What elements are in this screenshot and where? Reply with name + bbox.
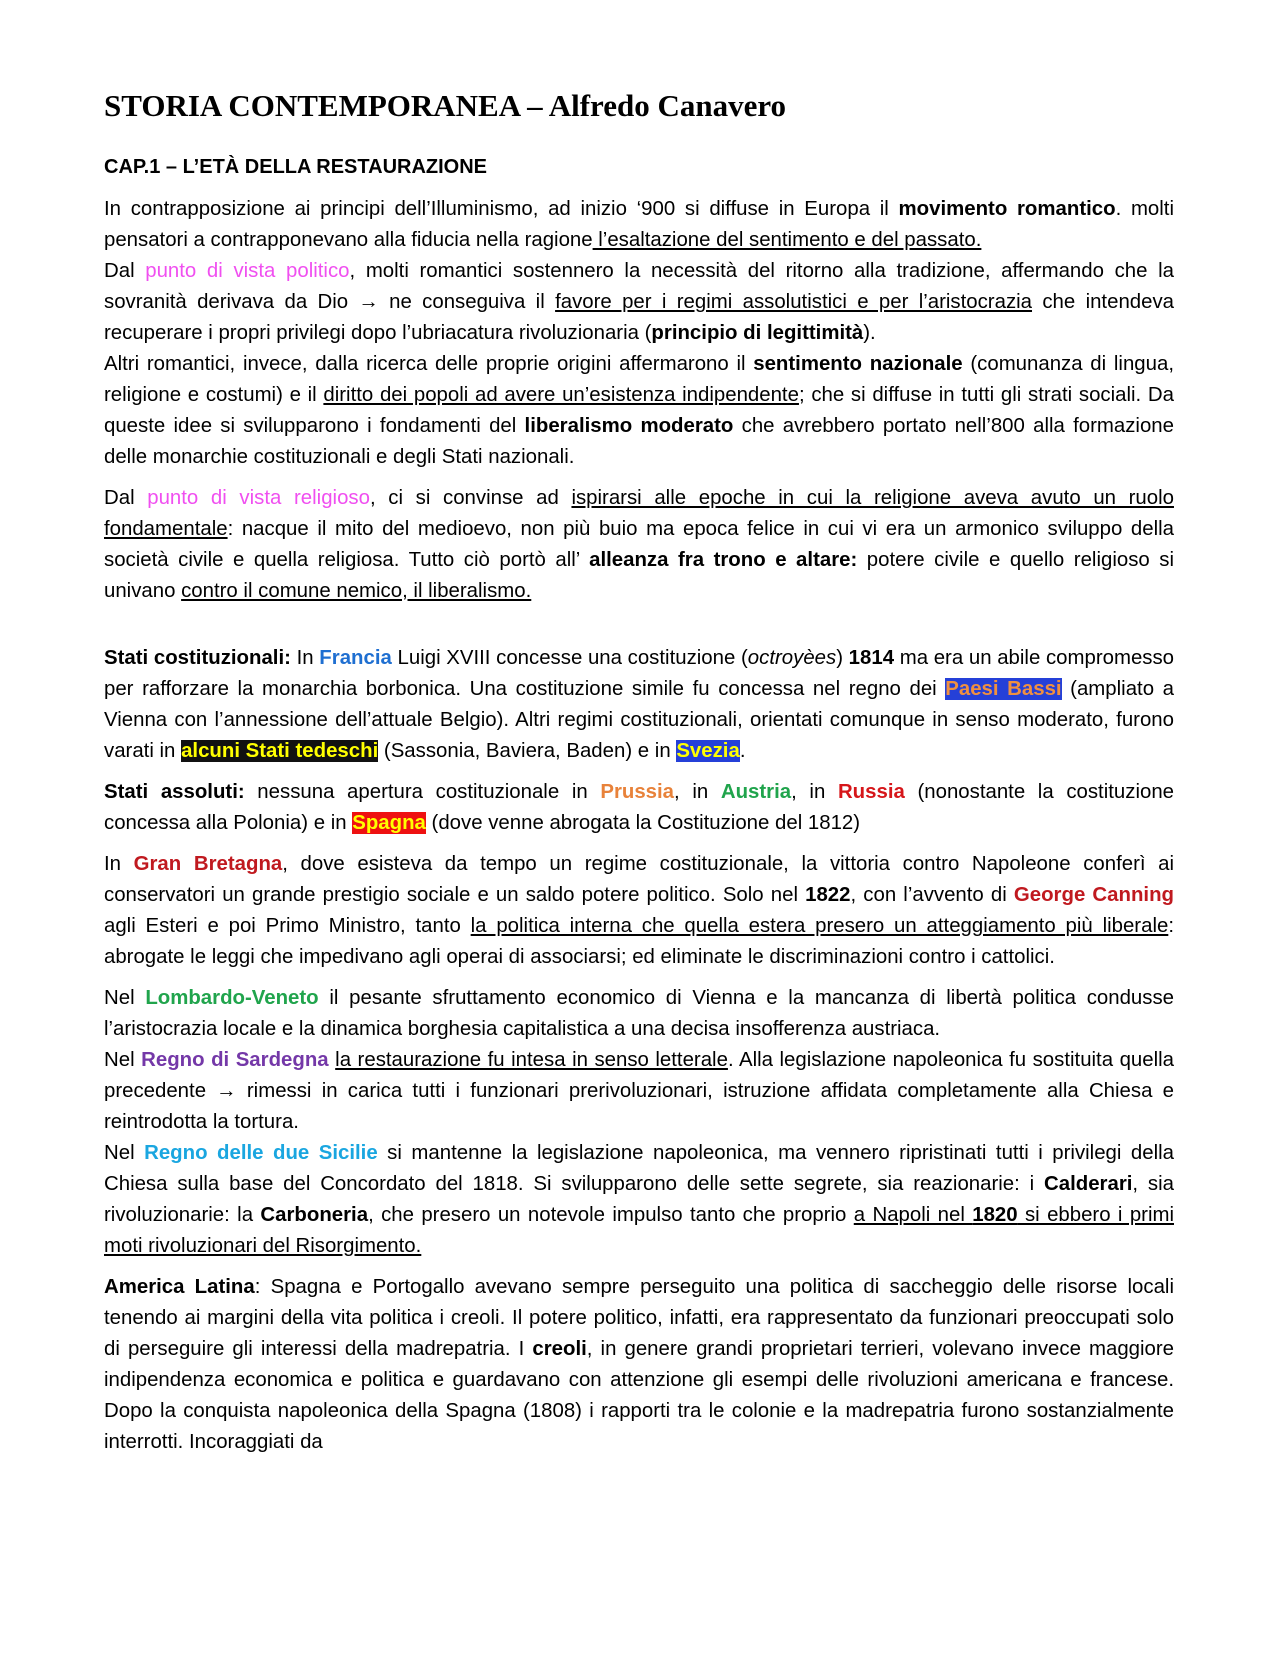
highlighted-term: Svezia	[676, 740, 740, 762]
text-span: , in	[674, 781, 721, 803]
text-span: , ci si convinse ad	[369, 487, 572, 509]
text-span: , in	[791, 781, 838, 803]
text-span: il pesante sfruttamento economico di Vienna e la mancanza di libertà politica condusse l’aristocrazia locale e la dinamica borghesia capitalistica a una decisa insofferenza austriaca.	[104, 987, 1174, 1040]
text-span: In	[104, 853, 134, 875]
text-span: a Napoli nel	[853, 1204, 973, 1226]
bold-term: America Latina	[104, 1276, 255, 1298]
paragraph-lombardo-veneto	[104, 983, 1174, 1045]
arrow-right-icon: →	[216, 1080, 237, 1102]
bold-term: 1822	[805, 884, 851, 906]
text-span: Luigi XVIII concesse una costituzione (	[391, 647, 748, 669]
text-span: rimessi in carica tutti i funzionari prerivoluzionari, istruzione affidata completamente alla Chiesa e reintrodotta la tortura.	[104, 1080, 1174, 1133]
text-span: nessuna apertura costituzionale in	[244, 781, 601, 803]
text-span: Nel	[104, 987, 146, 1009]
paragraph-sardinia	[104, 1045, 1174, 1138]
colored-term: Prussia	[600, 781, 675, 803]
colored-term: Austria	[720, 781, 792, 803]
text-span: (Sassonia, Baviera, Baden) e in	[378, 740, 677, 762]
text-span: , in genere grandi proprietari terrieri, volevano invece maggiore indipendenza economica e politica e guardavano con attenzione gli esempi delle rivoluzioni americana e francese. Dopo la conquista napoleonica della Spagna (1808) i rapporti tra le colonie e la madrepatria furono sostanzialmente interrotti. Incoraggiati da	[104, 1338, 1174, 1453]
text-span: ).	[863, 322, 876, 344]
bold-term: sentimento nazionale	[753, 353, 963, 375]
underlined-phrase: favore per i regimi assolutistici e per l’aristocrazia	[555, 291, 1033, 313]
text-span: (nonostante la costituzione concessa alla Polonia) e in	[104, 781, 1174, 834]
text-span: , molti romantici sostennero la necessità del ritorno alla tradizione, affermando che la sovranità derivava da Dio	[104, 260, 1174, 313]
colored-term: Regno di Sardegna	[141, 1049, 329, 1071]
text-span: (dove venne abrogata la Costituzione del 1812)	[425, 812, 861, 834]
bold-term: alleanza fra trono e altare:	[589, 549, 858, 571]
bold-term: movimento romantico	[898, 198, 1116, 220]
bold-term: creoli	[532, 1338, 587, 1360]
text-span: , con l’avvento di	[850, 884, 1014, 906]
bold-term: Stati assoluti:	[104, 781, 245, 803]
colored-term: Gran Bretagna	[133, 853, 283, 875]
paragraph-romanticism	[104, 194, 1174, 256]
text-span: ma era un abile compromesso per rafforzare la monarchia borbonica. Una costituzione simile fu concessa nel regno dei	[104, 647, 1175, 700]
highlighted-term: alcuni Stati tedeschi	[181, 740, 379, 762]
paragraph-political-view	[104, 256, 1174, 349]
text-span: si mantenne la legislazione napoleonica, ma vennero ripristinati tutti i privilegi della Chiesa sulla base del Concordato del 1818. Si svilupparono delle sette segrete, sia reazionarie: i	[104, 1142, 1174, 1195]
chapter-heading: CAP.1 – L’ETÀ DELLA RESTAURAZIONE	[104, 156, 488, 178]
text-span: Dal	[104, 487, 148, 509]
text-span: , che presero un notevole impulso tanto che proprio	[368, 1204, 854, 1226]
text-span: che avrebbero portato nell’800 alla formazione delle monarchie costituzionali e degli Stati nazionali.	[104, 415, 1174, 468]
paragraph-constitutional-states	[104, 643, 1174, 767]
text-span: , dove esisteva da tempo un regime costituzionale, la vittoria contro Napoleone conferì ai conservatori un grande prestigio sociale e un saldo potere politico. Solo nel	[104, 853, 1175, 906]
colored-term: punto di vista politico	[145, 260, 350, 282]
bold-term: liberalismo moderato	[524, 415, 734, 437]
highlighted-term: Spagna	[352, 812, 426, 834]
text-span: In contrapposizione ai principi dell’Illuminismo, ad inizio ‘900 si diffuse in Europa il	[104, 198, 899, 220]
text-span: ; che si diffuse in tutti gli strati sociali. Da queste idee si svilupparono i fondamenti del	[104, 384, 1174, 437]
colored-term: Regno delle due Sicilie	[144, 1142, 378, 1164]
text-span: (comunanza di lingua, religione e costumi) e il	[104, 353, 1174, 406]
text-span: . molti pensatori a contrapponevano alla fiducia nella ragione	[104, 198, 1174, 251]
text-span: : nacque il mito del medioevo, non più buio ma epoca felice in cui vi era un armonico sviluppo della società civile e quella religiosa. Tutto ciò portò all’	[104, 518, 1174, 571]
text-span: che intendeva recuperare i propri privilegi dopo l’ubriacatura rivoluzionaria (	[104, 291, 1174, 344]
text-span: .	[739, 740, 746, 762]
text-span: si ebbero i primi moti rivoluzionari del Risorgimento.	[104, 1204, 1174, 1257]
bold-term: 1820	[972, 1204, 1018, 1226]
paragraph-absolute-states	[104, 777, 1174, 839]
text-span: ne conseguiva il	[378, 291, 556, 313]
text-span: potere civile e quello religioso si univano	[104, 549, 1174, 602]
paragraph-religious-view	[104, 483, 1174, 607]
underlined-phrase: ispirarsi alle epoche in cui la religione aveva avuto un ruolo fondamentale	[104, 487, 1174, 540]
text-span: : abrogate le leggi che impedivano agli operai di associarsi; ed eliminate le discriminazioni contro i cattolici.	[104, 915, 1174, 968]
colored-term: punto di vista religioso	[147, 487, 370, 509]
text-span: Altri romantici, invece, dalla ricerca delle proprie origini affermarono il	[104, 353, 754, 375]
text-span: : Spagna e Portogallo avevano sempre perseguito una politica di saccheggio delle risorse locali tenendo ai margini della vita politica i creoli. Il potere politico, infatti, era rappresentato da funzionari preoccupati solo di perseguire gli interessi della madrepatria. I	[104, 1276, 1174, 1360]
text-span: Nel	[104, 1049, 142, 1071]
colored-term: Lombardo-Veneto	[145, 987, 319, 1009]
arrow-right-icon: →	[358, 291, 379, 313]
highlighted-term: Paesi Bassi	[945, 678, 1062, 700]
text-span: , sia rivoluzionarie: la	[104, 1173, 1174, 1226]
document-title: STORIA CONTEMPORANEA – Alfredo Canavero	[104, 88, 787, 123]
bold-term: Calderari	[1044, 1173, 1133, 1195]
paragraph-two-sicilies	[104, 1138, 1174, 1262]
colored-term: George Canning	[1013, 884, 1174, 906]
underlined-phrase: l’esaltazione del sentimento e del passato.	[592, 229, 982, 251]
underlined-phrase: contro il comune nemico, il liberalismo.	[181, 580, 532, 602]
underlined-phrase: la politica interna che quella estera presero un atteggiamento più liberale	[470, 915, 1169, 937]
bold-term: Stati costituzionali:	[104, 647, 291, 669]
bold-term: 1814	[848, 647, 895, 669]
text-span: (ampliato a Vienna con l’annessione dell’attuale Belgio). Altri regimi costituzionali, orientati comunque in senso moderato, furono varati in	[104, 678, 1174, 762]
text-span: agli Esteri e poi Primo Ministro, tanto	[104, 915, 471, 937]
italic-term: octroyèes	[747, 647, 837, 669]
bold-term: Carboneria	[260, 1204, 369, 1226]
underlined-phrase: la restaurazione fu intesa in senso letterale	[335, 1049, 728, 1071]
colored-term: Francia	[319, 647, 392, 669]
text-span: Nel	[104, 1142, 145, 1164]
underlined-phrase: diritto dei popoli ad avere un’esistenza indipendente	[323, 384, 799, 406]
colored-term: Russia	[837, 781, 905, 803]
paragraph-great-britain	[104, 849, 1174, 973]
text-span: )	[836, 647, 849, 669]
paragraph-latin-america	[104, 1272, 1174, 1458]
text-span: . Alla legislazione napoleonica fu sostituita quella precedente	[104, 1049, 1175, 1102]
document-body	[104, 194, 1174, 1458]
paragraph-national-sentiment	[104, 349, 1174, 473]
text-span: Dal	[104, 260, 146, 282]
bold-term: principio di legittimità	[651, 322, 864, 344]
text-span: In	[290, 647, 320, 669]
